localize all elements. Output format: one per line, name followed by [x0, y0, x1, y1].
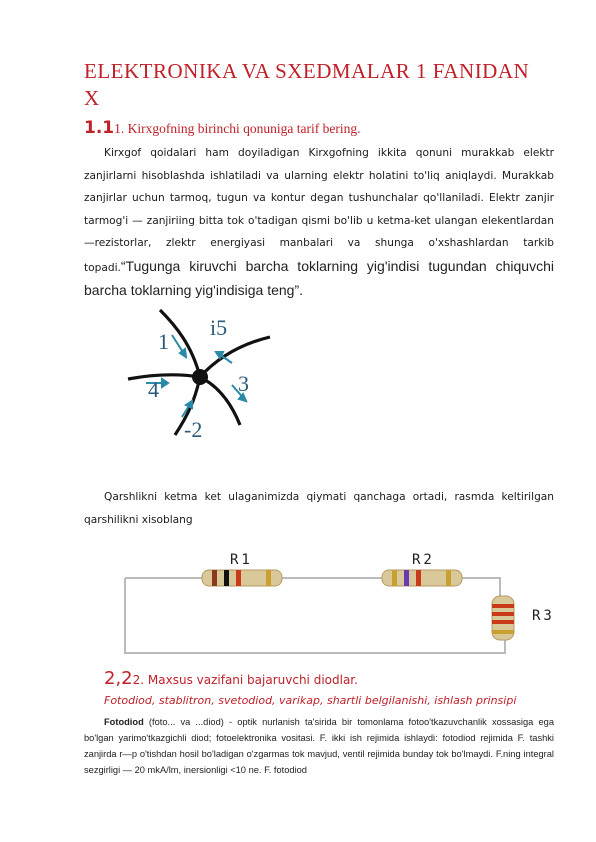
kirchhoff-law-quote: “Tugunga kiruvchi barcha toklarning yig'indisi tugundan chiquvchi barcha toklarning yig'indisiga teng”. [84, 257, 554, 298]
paragraph-kirchhoff [84, 142, 554, 304]
node-dot [192, 369, 208, 385]
label-2: -2 [184, 417, 203, 442]
resistor-r2 [382, 570, 462, 586]
section-2-subheading: Fotodiod, stablitron, svetodiod, varikap, shartli belgilanishi, ishlash prinsipi [104, 694, 517, 707]
label-r1: R1 [230, 552, 253, 568]
section-1-heading [84, 118, 360, 138]
section-1-number: 1.1 [84, 118, 115, 138]
label-r3: R3 [532, 608, 555, 624]
document-title [84, 58, 554, 112]
paragraph-photodiode [84, 714, 554, 778]
paragraph-resistance-question: Qarshlikni ketma ket ulaganimizda qiymati qanchaga ortadi, rasmda keltirilgan qarshilikni xisoblang [84, 491, 554, 526]
section-2-heading [104, 668, 358, 689]
section-2-text: 2. Maxsus vazifani bajaruvchi diodlar. [132, 673, 358, 687]
branch-4 [128, 375, 200, 379]
photodiode-text: (foto... va ...diod) - optik nurlanish ta'sirida bir tomonlama fotoo'tkazuvchanlik xossasiga ega bo'lgan yarimo'tkazgichli diod; fotoelektronika vositasi. F. ikki ish rejimida ishlaydi: fotodiod rejimida F. tashki zanjirda r—p o'tishdan hosil bo'ladigan o'zgarmas tok mavjud, ventil rejimida bunday tok bo'lmaydi. F.ning integral sezgirligi — 20 mkA/lm, inersionligi <10 ne. F. fotodiod [84, 717, 554, 775]
branch-3 [200, 377, 240, 425]
resistor-r1 [202, 570, 282, 586]
label-r2: R2 [412, 552, 435, 568]
section-2-number: 2,2 [104, 668, 133, 689]
label-4: 4 [148, 377, 159, 402]
label-1: 1 [158, 329, 169, 354]
kirchhoff-node-figure [120, 305, 290, 445]
title-tail: X [84, 86, 100, 110]
photodiode-term: Fotodiod [104, 717, 144, 727]
label-i5: i5 [210, 315, 228, 340]
series-resistor-figure [120, 548, 570, 658]
section-1-text: 1. Kirxgofning birinchi qonuniga tarif bering. [114, 121, 361, 136]
branch-5 [200, 337, 270, 377]
resistor-r3 [492, 596, 514, 640]
title-main: ELEKTRONIKA VA SXEDMALAR 1 FANIDAN [84, 59, 530, 83]
label-3: 3 [238, 371, 249, 396]
paragraph-1-text: Kirxgof qoidalari ham doyiladigan Kirxgofning ikkita qonuni murakkab elektr zanjirlarni hisoblashda ishlatiladi va ularning elektr holatini to'liq aniqlaydi. Murakkab zanjirlar uchun tarmoq, tugun va kontur degan tushunchalar qo'llaniladi. Elektr zanjir tarmog'i — zanjiriing bitta tok o'tadigan qismi bo'lib u ketma-ket ulangan elekentlardan—rezistorlar, zlektr energiyasi manbalari va shunga o'xshashlardan tarkib topadi. [84, 147, 554, 274]
